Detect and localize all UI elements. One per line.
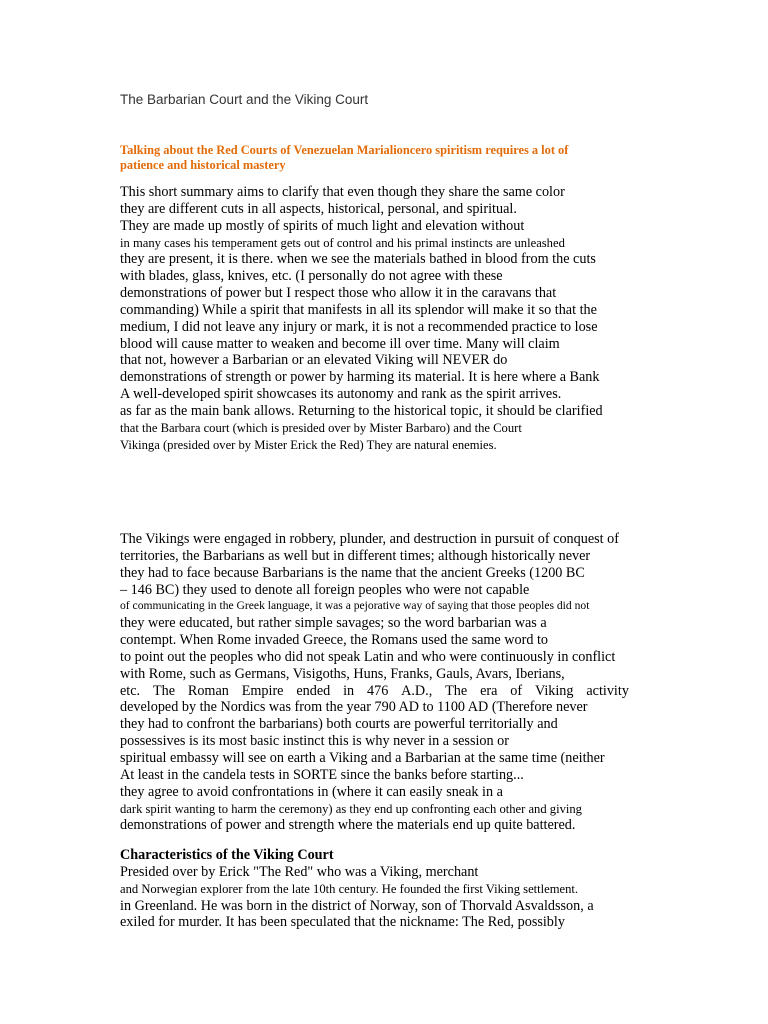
paragraph-intro bbox=[120, 184, 603, 454]
text-line: demonstrations of power and strength where the materials end up quite battered. bbox=[120, 817, 576, 834]
word: of bbox=[510, 682, 523, 699]
word: in bbox=[343, 682, 355, 699]
word: 476 bbox=[367, 682, 389, 699]
text-line: dark spirit wanting to harm the ceremony) as they end up confronting each other and giving bbox=[120, 801, 582, 816]
text-line-justified bbox=[120, 683, 629, 700]
section-viking-court bbox=[120, 847, 594, 931]
text-line: in many cases his temperament gets out of control and his primal instincts are unleashed bbox=[120, 235, 565, 250]
document-title: The Barbarian Court and the Viking Court bbox=[120, 92, 369, 107]
text-line: with Rome, such as Germans, Visigoths, Huns, Franks, Gauls, Avars, Iberians, bbox=[120, 665, 565, 682]
word: era bbox=[480, 682, 498, 699]
word: The bbox=[445, 682, 468, 699]
text-line: blood will cause matter to weaken and become ill over time. Many will claim bbox=[120, 335, 560, 352]
word: ended bbox=[296, 682, 331, 699]
word: The bbox=[152, 682, 176, 699]
text-line: – 146 BC) they used to denote all foreign peoples who were not capable bbox=[120, 581, 530, 598]
word: etc. bbox=[120, 682, 141, 699]
text-line: they agree to avoid confrontations in (where it can easily sneak in a bbox=[120, 783, 503, 800]
text-line: that the Barbara court (which is presided over by Mister Barbaro) and the Court bbox=[120, 420, 522, 435]
text-line: that not, however a Barbarian or an elevated Viking will NEVER do bbox=[120, 352, 508, 369]
text-line: to point out the peoples who did not speak Latin and who were continuously in conflict bbox=[120, 648, 616, 665]
text-line: territories, the Barbarians as well but in different times; although historically never bbox=[120, 547, 591, 564]
text-line: Vikinga (presided over by Mister Erick the Red) They are natural enemies. bbox=[120, 437, 497, 452]
text-line: They are made up mostly of spirits of much light and elevation without bbox=[120, 217, 525, 234]
text-line: spiritual embassy will see on earth a Viking and a Barbarian at the same time (neither bbox=[120, 749, 605, 766]
text-line: demonstrations of strength or power by harming its material. It is here where a Bank bbox=[120, 369, 600, 386]
text-line: exiled for murder. It has been speculated that the nickname: The Red, possibly bbox=[120, 914, 565, 931]
text-line: This short summary aims to clarify that even though they share the same color bbox=[120, 184, 565, 200]
text-line: A well-developed spirit showcases its autonomy and rank as the spirit arrives. bbox=[120, 386, 562, 403]
word: Empire bbox=[241, 682, 284, 699]
text-line: they had to confront the barbarians) both courts are powerful territorially and bbox=[120, 716, 558, 733]
text-line: demonstrations of power but I respect those who allow it in the caravans that bbox=[120, 285, 557, 302]
text-line: they are different cuts in all aspects, historical, personal, and spiritual. bbox=[120, 200, 517, 217]
word: Viking bbox=[534, 682, 574, 699]
text-line: as far as the main bank allows. Returning to the historical topic, it should be clarified bbox=[120, 402, 603, 419]
word: A.D., bbox=[401, 682, 433, 699]
text-line: they are present, it is there. when we see the materials bathed in blood from the cuts bbox=[120, 251, 596, 268]
word: Roman bbox=[187, 682, 229, 699]
text-line: with blades, glass, knives, etc. (I personally do not agree with these bbox=[120, 268, 503, 285]
text-line: At least in the candela tests in SORTE since the banks before starting... bbox=[120, 766, 524, 783]
text-line: Presided over by Erick "The Red" who was a Viking, merchant bbox=[120, 863, 479, 880]
text-line: contempt. When Rome invaded Greece, the Romans used the same word to bbox=[120, 632, 549, 649]
text-line: commanding) While a spirit that manifests in all its splendor will make it so that the bbox=[120, 301, 597, 318]
document-page bbox=[120, 0, 760, 1024]
text-line: they had to face because Barbarians is the name that the ancient Greeks (1200 BC bbox=[120, 564, 585, 581]
text-line: in Greenland. He was born in the district of Norway, son of Thorvald Asvaldsson, a bbox=[120, 897, 594, 914]
subtitle-line: patience and historical mastery bbox=[120, 157, 286, 172]
text-line: developed by the Nordics was from the year 790 AD to 1100 AD (Therefore never bbox=[120, 699, 588, 716]
text-line: The Vikings were engaged in robbery, plunder, and destruction in pursuit of conquest of bbox=[120, 531, 619, 547]
text-line: medium, I did not leave any injury or mark, it is not a recommended practice to lose bbox=[120, 318, 598, 335]
word: activity bbox=[586, 682, 629, 699]
section-heading: Characteristics of the Viking Court bbox=[120, 847, 334, 863]
text-line: possessives is its most basic instinct this is why never in a session or bbox=[120, 733, 509, 750]
text-line: and Norwegian explorer from the late 10th century. He founded the first Viking settlement. bbox=[120, 881, 579, 896]
paragraph-history bbox=[120, 531, 629, 834]
text-line: of communicating in the Greek language, it was a pejorative way of saying that those peoples did not bbox=[120, 599, 590, 613]
subtitle-line: Talking about the Red Courts of Venezuelan Marialioncero spiritism requires a lot of bbox=[120, 143, 569, 157]
text-line: they were educated, but rather simple savages; so the word barbarian was a bbox=[120, 615, 547, 632]
document-subtitle bbox=[120, 143, 568, 172]
